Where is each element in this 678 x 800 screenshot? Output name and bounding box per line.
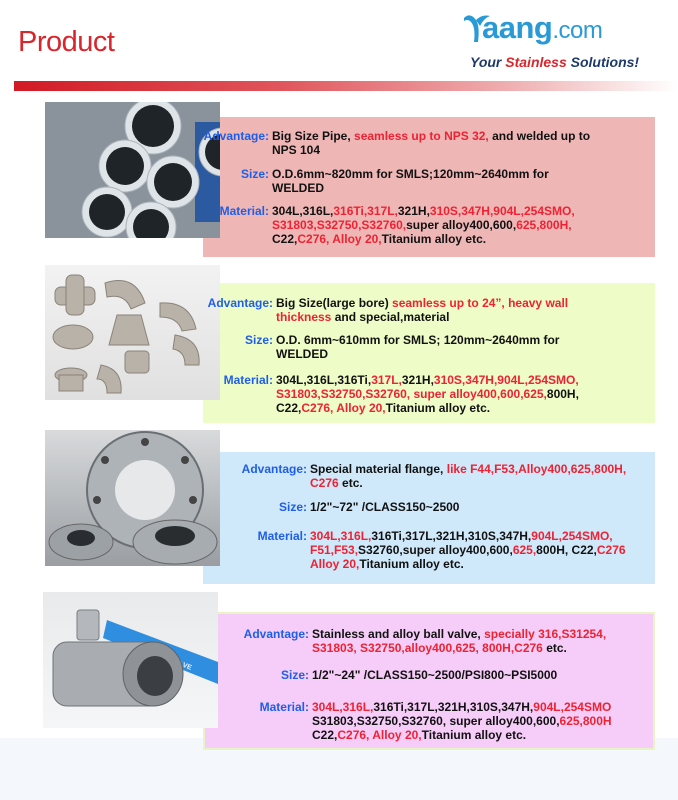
text-segment: Stainless and alloy ball valve, (312, 627, 485, 641)
fittings-illustration (45, 265, 220, 400)
text-segment: thickness (276, 310, 332, 324)
stainless-pipes-photo (45, 102, 220, 238)
text-segment: Big Size(large bore) (276, 296, 393, 310)
text-segment: seamless up to 24”, heavy wall (392, 296, 569, 310)
size-label: Size: (240, 167, 269, 181)
material-label: Material: (259, 700, 309, 714)
text-segment: Special material flange, (310, 462, 447, 476)
text-segment: Titanium alloy etc. (421, 728, 527, 742)
advantage-text-line (310, 462, 626, 476)
text-segment: 625,800H, (516, 218, 572, 232)
text-segment: Titanium alloy etc. (381, 232, 487, 246)
size-text-line (272, 167, 549, 181)
text-segment: S31803,S32750,S32760, super alloy400,600,625, (276, 387, 547, 401)
text-segment: specially 316,S31254, (484, 627, 607, 641)
material-label: Material: (223, 373, 273, 387)
yaang-logo[interactable] (462, 6, 662, 76)
advantage-text-line (276, 310, 449, 324)
text-segment: 316Ti,317L, (333, 204, 398, 218)
text-segment: Titanium alloy etc. (385, 401, 491, 415)
material-text-line (272, 218, 572, 232)
pipes-illustration (45, 102, 220, 238)
text-segment: 304L,316L, (272, 204, 334, 218)
text-segment: O.D.6mm~820mm for SMLS;120mm~2640mm for (272, 167, 549, 181)
text-segment: 316Ti,317L,321H,310S,347H, (371, 529, 532, 543)
text-segment: 321H, (401, 373, 434, 387)
material-text-line (276, 387, 579, 401)
page-title: Product (18, 26, 115, 58)
text-segment: C276, Alloy 20, (297, 232, 382, 246)
text-segment: super alloy400,600, (406, 218, 517, 232)
material-text-line (272, 232, 486, 246)
text-segment: and special,material (331, 310, 450, 324)
text-segment: Big Size Pipe, (272, 129, 355, 143)
text-segment: S32760,super alloy400,600, (358, 543, 513, 557)
text-segment: 625,800H (559, 714, 612, 728)
text-segment: S31803,S32750,S32760, (272, 218, 407, 232)
text-segment: Titanium alloy etc. (359, 557, 464, 571)
text-segment: 310S,347H,904L,254SMO, (433, 373, 579, 387)
text-segment: 304L,316L,316Ti, (276, 373, 372, 387)
text-segment: S31803, S32750,alloy400,625, 800H,C276 (312, 641, 543, 655)
size-text-line (276, 347, 328, 361)
material-label: Material: (257, 529, 307, 543)
text-segment: WELDED (272, 181, 324, 195)
flanges-photo (45, 430, 220, 566)
material-text-line (276, 401, 490, 415)
pipe-fittings-photo (45, 265, 220, 400)
text-segment: O.D. 6mm~610mm for SMLS; 120mm~2640mm for (276, 333, 560, 347)
text-segment: 310S,347H,904L,254SMO, (429, 204, 575, 218)
size-text-line (310, 500, 459, 514)
text-segment: C276, Alloy 20, (337, 728, 422, 742)
text-segment: etc. (542, 641, 567, 655)
material-text-line (272, 204, 575, 218)
size-label: Size: (244, 333, 273, 347)
text-segment: 904L,254SMO, (531, 529, 613, 543)
logo-tagline: Your Stainless Solutions! (470, 54, 640, 70)
material-text-line (310, 543, 626, 557)
text-segment: C22, (276, 401, 302, 415)
advantage-text-line (272, 143, 320, 157)
ball-valve-photo (43, 592, 218, 728)
text-segment: 304L,316L, (312, 700, 374, 714)
advantage-label: Advantage: (203, 129, 269, 143)
advantage-text-line (312, 641, 567, 655)
text-segment: 304L,316L, (310, 529, 372, 543)
text-segment: 904L,254SMO (533, 700, 612, 714)
advantage-text-line (276, 296, 568, 310)
text-segment: C276 (596, 543, 626, 557)
text-segment: 317L, (371, 373, 402, 387)
text-segment: 800H, (546, 387, 579, 401)
text-segment: 625, (512, 543, 537, 557)
material-text-line (312, 700, 611, 714)
text-segment: 321H, (397, 204, 430, 218)
advantage-label: Advantage: (243, 627, 309, 641)
text-segment: C276 (310, 476, 339, 490)
material-text-line (312, 714, 612, 728)
text-segment: F51,F53, (310, 543, 359, 557)
text-segment: etc. (338, 476, 363, 490)
advantage-text-line (272, 129, 590, 143)
advantage-text-line (312, 627, 606, 641)
text-segment: C22, (312, 728, 338, 742)
size-text-line (276, 333, 559, 347)
advantage-label: Advantage: (207, 296, 273, 310)
material-label: Material: (219, 204, 269, 218)
text-segment: NPS 104 (272, 143, 321, 157)
logo-wordmark: aang.com (482, 10, 603, 45)
material-text-line (310, 557, 464, 571)
text-segment: 1/2"~24" /CLASS150~2500/PSI800~PSI5000 (312, 668, 558, 682)
text-segment: Alloy 20, (310, 557, 360, 571)
flanges-illustration (45, 430, 220, 566)
material-text-line (310, 529, 613, 543)
text-segment: 800H, C22, (536, 543, 597, 557)
size-text-line (272, 181, 324, 195)
text-segment: like F44,F53,Alloy400,625,800H, (446, 462, 627, 476)
material-text-line (312, 728, 526, 742)
text-segment: seamless up to NPS 32, (354, 129, 489, 143)
material-text-line (276, 373, 579, 387)
text-segment: 316Ti,317L,321H,310S,347H, (373, 700, 534, 714)
text-segment: and welded up to (488, 129, 591, 143)
text-segment: S31803,S32750,S32760, super alloy400,600, (312, 714, 560, 728)
text-segment: C22, (272, 232, 298, 246)
header-gradient-rule (14, 81, 678, 91)
advantage-text-line (310, 476, 363, 490)
size-text-line (312, 668, 557, 682)
ball-valve-illustration (43, 592, 218, 728)
size-label: Size: (280, 668, 309, 682)
text-segment: 1/2"~72" /CLASS150~2500 (310, 500, 460, 514)
size-label: Size: (278, 500, 307, 514)
text-segment: WELDED (276, 347, 328, 361)
advantage-label: Advantage: (241, 462, 307, 476)
text-segment: C276, Alloy 20, (301, 401, 386, 415)
